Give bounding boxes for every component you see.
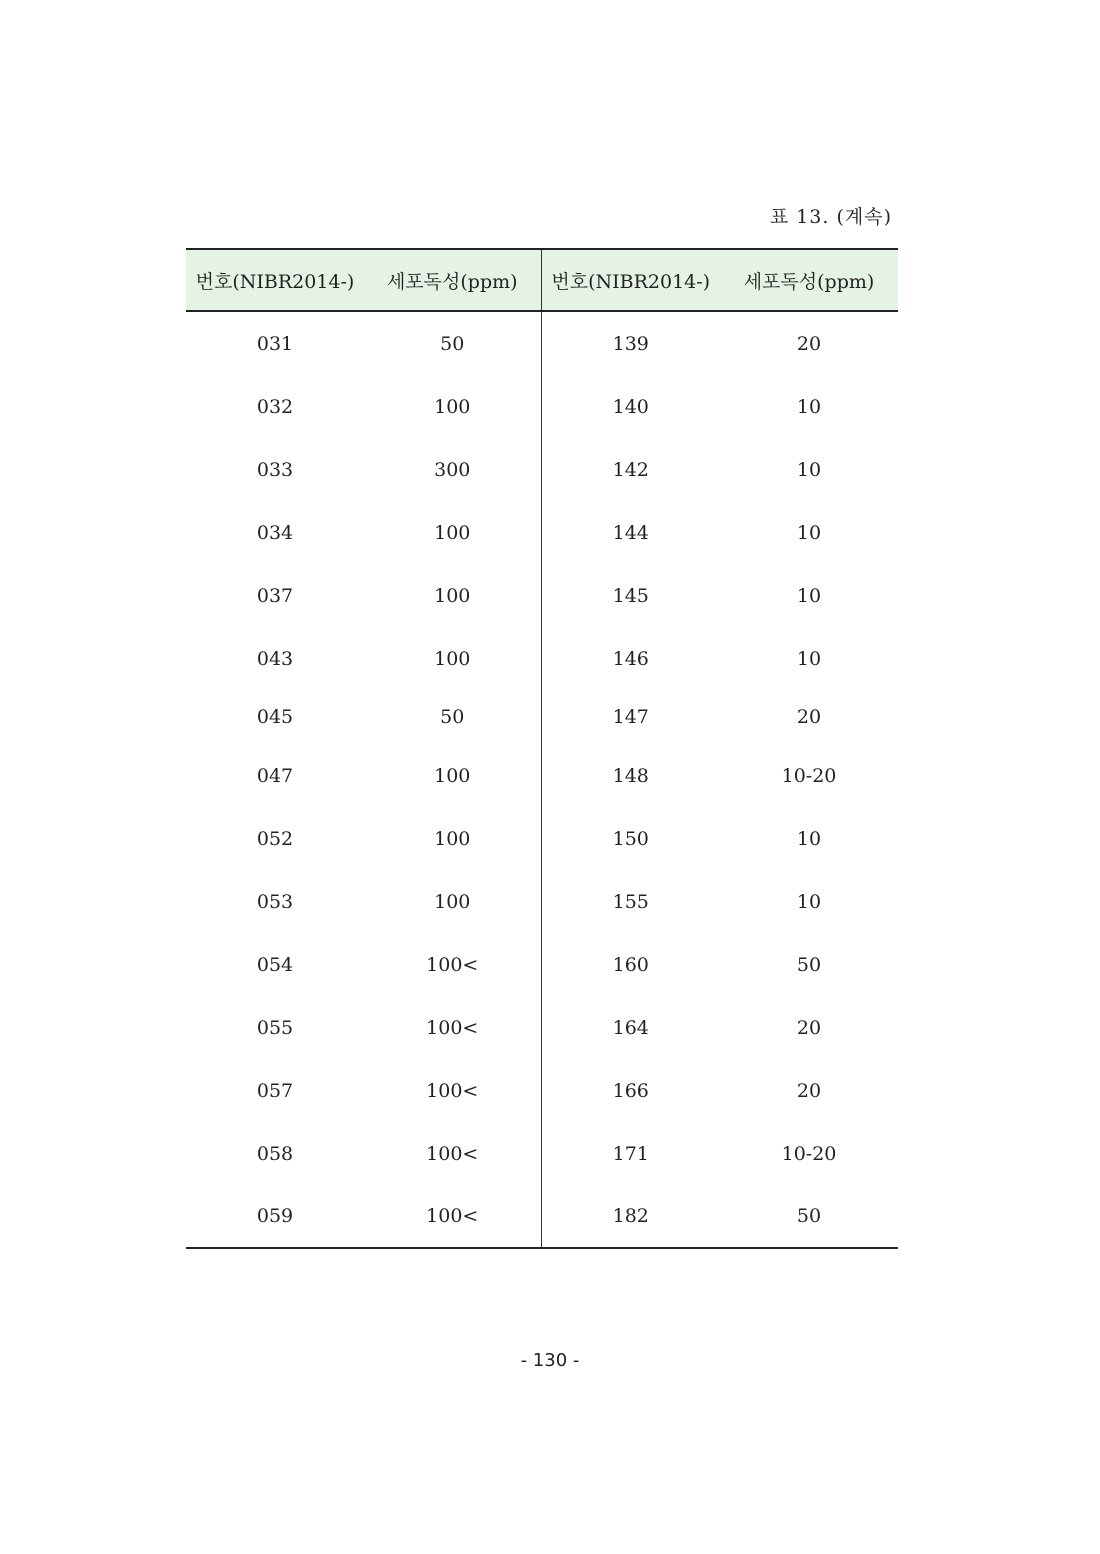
cell-id-left: 045 [256,706,294,728]
cell-id-right: 164 [612,1016,649,1039]
cell-toxicity-right: 20 [796,1079,822,1102]
cell-toxicity-right: 10-20 [781,1142,837,1165]
cell-toxicity-left: 100 [364,375,541,438]
header-id-left: 번호(NIBR2014-) [195,270,355,293]
cell-id-right: 139 [612,332,649,355]
table-row [186,933,898,996]
cell-toxicity-right: 20 [796,706,822,728]
cell-id-right: 171 [612,1142,649,1165]
cell-id-left: 034 [256,521,294,544]
table-row [186,807,898,870]
cell-toxicity-left: 100 [364,870,541,933]
table-row [186,744,898,807]
cell-toxicity-right: 10-20 [781,764,837,787]
cell-id-right: 144 [612,521,649,544]
cell-id-right: 145 [612,584,649,607]
cell-toxicity-right: 10 [796,521,822,544]
page-number: - 130 - [520,1350,580,1371]
header-row [186,249,898,311]
cell-id-right: 142 [612,458,649,481]
table-row [186,375,898,438]
table-row [186,1185,898,1248]
cell-id-right: 166 [612,1079,649,1102]
cytotoxicity-table-container [186,248,898,1249]
cell-id-left: 059 [256,1205,294,1227]
cell-toxicity-right: 10 [796,584,822,607]
cell-toxicity-left: 100< [364,996,541,1059]
table-row [186,1059,898,1122]
cell-toxicity-left: 100 [364,807,541,870]
cell-toxicity-left: 100< [364,1185,541,1248]
table-row [186,311,898,375]
cell-toxicity-left: 100 [364,744,541,807]
table-body [186,311,898,1248]
cell-id-left: 037 [256,584,294,607]
cell-id-right: 147 [612,706,649,728]
cell-toxicity-right: 10 [796,827,822,850]
cytotoxicity-table [186,248,898,1249]
cell-id-left: 031 [256,332,294,355]
cell-toxicity-right: 10 [796,647,822,670]
cell-id-right: 140 [612,395,649,418]
cell-toxicity-left: 50 [364,311,541,375]
cell-id-right: 155 [612,890,649,913]
cell-toxicity-right: 20 [796,1016,822,1039]
table-row [186,690,898,744]
cell-id-left: 057 [256,1079,294,1102]
cell-toxicity-left: 100< [364,933,541,996]
cell-id-right: 160 [612,953,649,976]
cell-toxicity-right: 20 [796,332,822,355]
cell-toxicity-left: 100< [364,1059,541,1122]
cell-toxicity-right: 10 [796,890,822,913]
header-toxicity-left: 세포독성(ppm) [364,249,541,311]
header-toxicity-right: 세포독성(ppm) [743,270,875,293]
table-row [186,438,898,501]
cell-id-left: 058 [256,1142,294,1165]
table-caption: 표 13. (계속) [769,206,892,228]
cell-id-left: 032 [256,395,294,418]
cell-toxicity-left: 100 [364,501,541,564]
cell-id-left: 043 [256,647,294,670]
cell-id-left: 047 [256,764,294,787]
table-row [186,564,898,627]
cell-toxicity-left: 50 [364,690,541,744]
table-row [186,627,898,690]
cell-toxicity-right: 50 [796,953,822,976]
cell-id-right: 150 [612,827,649,850]
cell-id-left: 055 [256,1016,294,1039]
cell-id-right: 148 [612,764,649,787]
cell-id-left: 053 [256,890,294,913]
table-row [186,870,898,933]
cell-id-right: 146 [612,647,649,670]
cell-toxicity-right: 10 [796,395,822,418]
cell-id-left: 033 [256,458,294,481]
cell-toxicity-left: 100 [364,564,541,627]
cell-toxicity-left: 100 [364,627,541,690]
table-row [186,996,898,1059]
cell-id-left: 052 [256,827,294,850]
table-row [186,501,898,564]
cell-id-left: 054 [256,953,294,976]
header-id-right: 번호(NIBR2014-) [551,270,711,293]
cell-toxicity-right: 50 [796,1205,822,1227]
cell-toxicity-left: 100< [364,1122,541,1185]
table-header [186,249,898,311]
cell-id-right: 182 [612,1205,649,1227]
cell-toxicity-left: 300 [364,438,541,501]
table-row [186,1122,898,1185]
cell-toxicity-right: 10 [796,458,822,481]
